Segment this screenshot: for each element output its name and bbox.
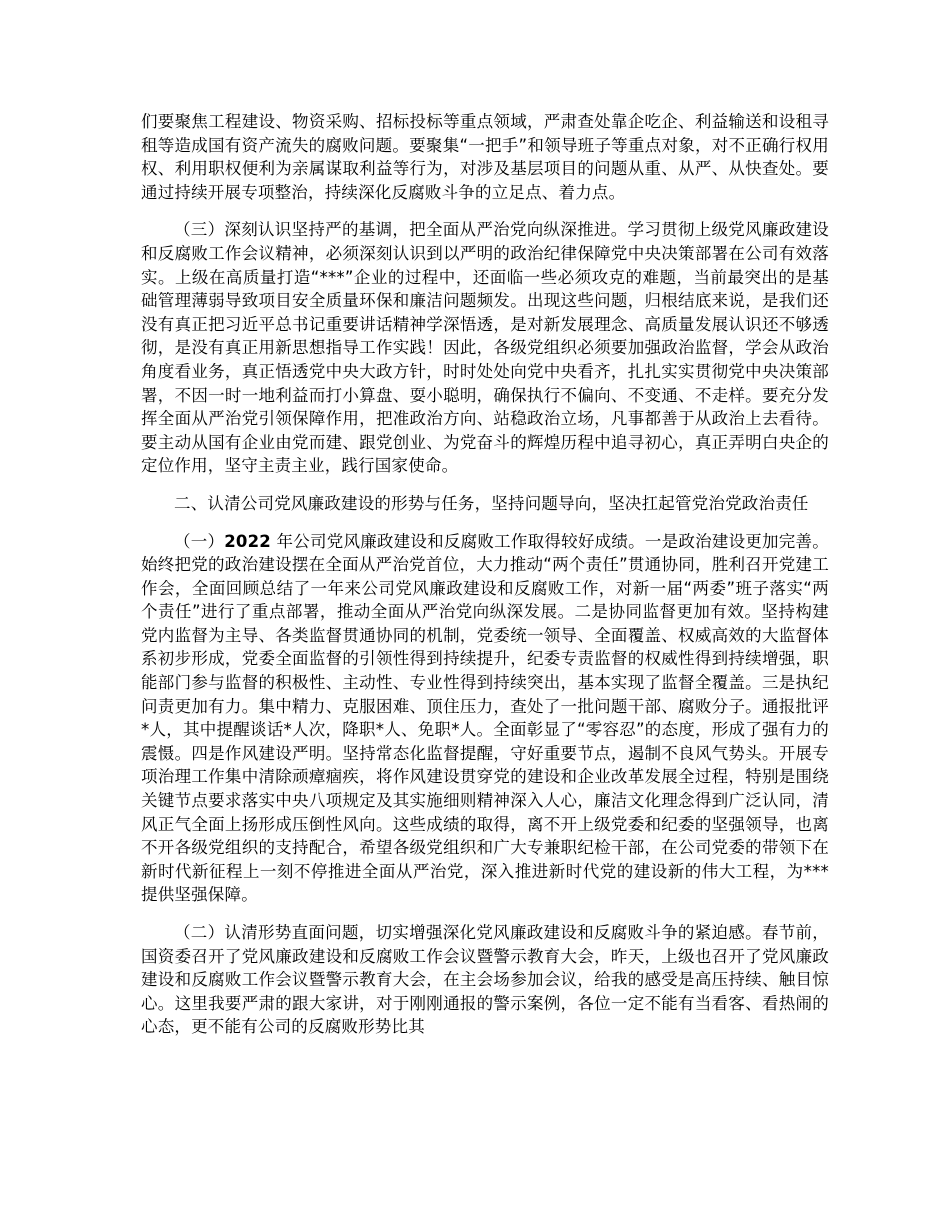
document-page (141, 110, 829, 1053)
section-heading-two: 二、认清公司党风廉政建设的形势与任务，坚持问题导向，坚决扛起管党治党政治责任 (174, 493, 809, 513)
paragraph-situation-problems: （二）认清形势直面问题，切实增强深化党风廉政建设和反腐败斗争的紧迫感。春节前，国资委召开了党风廉政建设和反腐败工作会议暨警示教育大会，昨天，上级也召开了党风廉政建设和反腐败工作会议暨警示教育大会，在主会场参加会议，给我的感受是高压持续、触目惊心。这里我要严肃的跟大家讲，对于刚刚通报的警示案例，各位一定不能有当看客、看热闹的心态，更不能有公司的反腐败形势比其 (141, 923, 829, 1037)
year-label: 2022 (224, 531, 271, 551)
paragraph-section-three: （三）深刻认识坚持严的基调，把全面从严治党向纵深推进。学习贯彻上级党风廉政建设和反腐败工作会议精神，必须深刻认识到以严明的政治纪律保障党中央决策部署在公司有效落实。上级在高质量打造“***”企业的过程中，还面临一些必须攻克的难题，当前最突出的是基础管理薄弱导致项目安全质量环保和廉洁问题频发。出现这些问题，归根结底来说，是我们还没有真正把习近平总书记重要讲话精神学深悟透，是对新发展理念、高质量发展认识还不够透彻，是没有真正用新思想指导工作实践！因此，各级党组织必须要加强政治监督，学会从政治角度看业务，真正悟透党中央大政方针，时时处处向党中央看齐，扎扎实实贯彻党中央决策部署，不因一时一地利益而打小算盘、耍小聪明，确保执行不偏向、不变通、不走样。要充分发挥全面从严治党引领保障作用，把准政治方向、站稳政治立场，凡事都善于从政治上去看待。要主动从国有企业由党而建、跟党创业、为党奋斗的辉煌历程中追寻初心，真正弄明白央企的定位作用，坚守主责主业，践行国家使命。 (141, 220, 829, 476)
item-number-prefix: （一） (174, 531, 225, 551)
paragraph-body: 年公司党风廉政建设和反腐败工作取得较好成绩。一是政治建设更加完善。始终把党的政治建设摆在全面从严治党首位，大力推动“两个责任”贯通协同，胜利召开党建工作会，全面回顾总结了一年来公司党风廉政建设和反腐败工作，对新一届“两委”班子落实“两个责任”进行了重点部署，推动全面从严治党向纵深发展。二是协同监督更加有效。坚持构建党内监督为主导、各类监督贯通协同的机制，党委统一领导、全面覆盖、权威高效的大监督体系初步形成，党委全面监督的引领性得到持续提升，纪委专责监督的权威性得到持续增强，职能部门参与监督的积极性、主动性、专业性得到持续突出，基本实现了监督全覆盖。三是执纪问责更加有力。集中精力、克服困难、顶住压力，查处了一批问题干部、腐败分子。通报批评*人，其中提醒谈话*人次，降职*人、免职*人。全面彰显了“零容忍”的态度，形成了强有力的震慑。四是作风建设严明。坚持常态化监督提醒，守好重要节点，遏制不良风气势头。开展专项治理工作集中清除顽瘴痼疾，将作风建设贯穿党的建设和企业改革发展全过程，特别是围绕关键节点要求落实中央八项规定及其实施细则精神深入人心，廉洁文化理念得到广泛认同，清风正气全面上扬形成压倒性风向。这些成绩的取得，离不开上级党委和纪委的坚强领导，也离不开各级党组织的支持配合，希望各级党组织和广大专兼职纪检干部，在公司党委的带领下在新时代新征程上一刻不停推进全面从严治党，深入推进新时代党的建设新的伟大工程，为***提供坚强保障。 (141, 531, 829, 905)
paragraph-achievements-2022 (141, 530, 829, 908)
paragraph-continuation: 们要聚焦工程建设、物资采购、招标投标等重点领域，严肃查处靠企吃企、利益输送和设租寻租等造成国有资产流失的腐败问题。要聚集“一把手”和领导班子等重点对象，对不正确行权用权、利用职权便利为亲属谋取利益等行为，对涉及基层项目的问题从重、从严、从快查处。要通过持续开展专项整治，持续深化反腐败斗争的立足点、着力点。 (141, 112, 829, 202)
